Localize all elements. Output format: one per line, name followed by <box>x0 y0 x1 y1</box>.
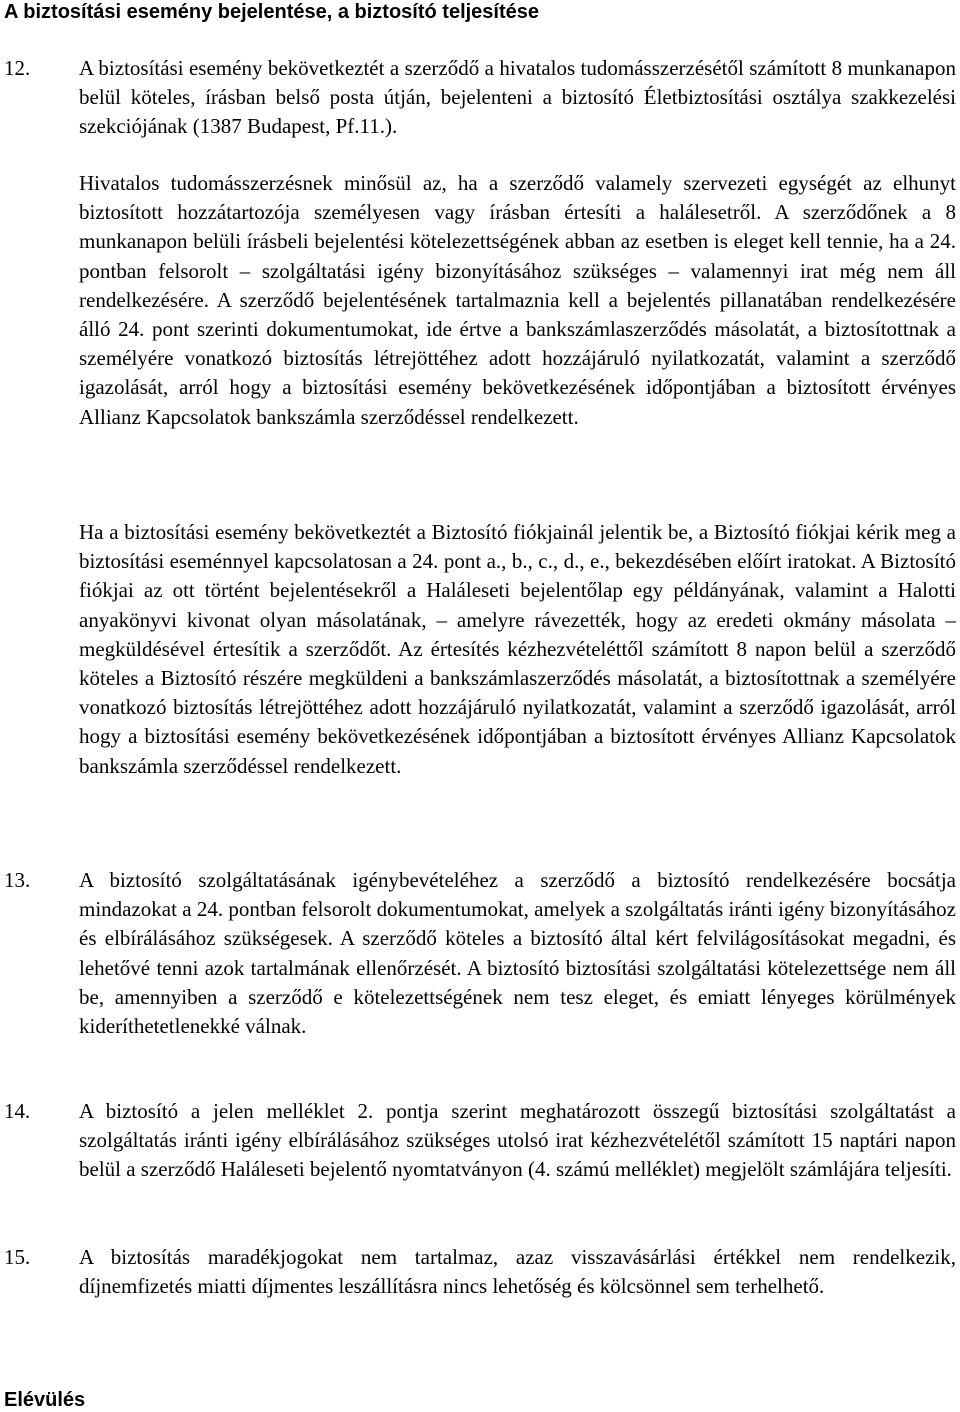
section-number: 14. <box>4 1099 31 1123</box>
paragraph: A biztosítás maradékjogokat nem tartalmaz, azaz visszavásárlási értékkel nem rendelkezik, díjnemfizetés miatti díjmentes leszállításra nincs lehetőség és kölcsönnel sem terhelhető. <box>79 1245 956 1299</box>
paragraph: A biztosítási esemény bekövetkeztét a szerződő a hivatalos tudomásszerzésétől számított 8 munkanapon belül köteles, írásban belső posta útján, bejelenteni a biztosító Életbiztosítási osztálya szakkezelési szekciójának (1387 Budapest, Pf.11.). <box>79 56 956 139</box>
paragraph: A biztosító szolgáltatásának igénybevételéhez a szerződő a biztosító rendelkezésére bocsátja mindazokat a 24. pontban felsorolt dokumentumokat, amelyek a szolgáltatás iránti igény bizonyításához és elbírálásához szükségesek. A szerződő köteles a biztosító által kért felvilágosításokat megadni, és lehetővé tenni azok tartalmának ellenőrzését. A biztosító biztosítási szolgáltatási kötelezettsége nem áll be, amennyiben a szerződő e kötelezettségének nem tesz eleget, és emiatt lényeges körülmények kideríthetetlenekké válnak. <box>79 868 956 1039</box>
page-title: A biztosítási esemény bejelentése, a biztosító teljesítése <box>4 1 540 23</box>
paragraph: A biztosító a jelen melléklet 2. pontja szerint meghatározott összegű biztosítási szolgáltatást a szolgáltatás iránti igény elbírálásához szükséges utolsó irat kézhezvételétől számított 15 naptári napon belül a szerződő Haláleseti bejelentő nyomtatványon (4. számú melléklet) megjelölt számlájára teljesíti. <box>79 1099 956 1182</box>
section-number: 12. <box>4 56 31 80</box>
section-heading-elevules: Elévülés <box>4 1389 86 1411</box>
section-number: 15. <box>4 1245 31 1269</box>
paragraph: Hivatalos tudomásszerzésnek minősül az, ha a szerződő valamely szervezeti egységét az elhunyt biztosított hozzátartozója személyesen vagy írásban értesíti a halálesetről. A szerződőnek a 8 munkanapon belüli írásbeli bejelentési kötelezettségének abban az esetben is eleget kell tennie, ha a 24. pontban felsorolt – szolgáltatási igény bizonyításához szükséges – valamennyi irat még nem áll rendelkezésére. A szerződő bejelentésének tartalmaznia kell a bejelentés pillanatában rendelkezésére álló 24. pont szerinti dokumentumokat, ide értve a bankszámlaszerződés másolatát, a biztosítottnak a személyére vonatkozó biztosítás létrejöttéhez adott hozzájáruló nyilatkozatát, valamint a szerződő igazolását, arról hogy a biztosítási esemény bekövetkezésének időpontjában a biztosított érvényes Allianz Kapcsolatok bankszámla szerződéssel rendelkezett. <box>79 171 956 429</box>
paragraph: Ha a biztosítási esemény bekövetkeztét a Biztosító fiókjainál jelentik be, a Biztosító fiókjai kérik meg a biztosítási eseménnyel kapcsolatosan a 24. pont a., b., c., d., e., bekezdésében előírt iratokat. A Biztosító fiókjai az ott történt bejelentésekről a Haláleseti bejelentőlap egy példányának, valamint a Halotti anyakönyvi kivonat olyan másolatának, – amelyre rávezették, hogy az eredeti okmány másolata – megküldésével értesítik a szerződőt. Az értesítés kézhezvételéttől számított 8 napon belül a szerződő köteles a Biztosító részére megküldeni a bankszámlaszerződés másolatát, a biztosítottnak a személyére vonatkozó biztosítás létrejöttéhez adott hozzájáruló nyilatkozatát, valamint a szerződő igazolását, arról hogy a biztosítási esemény bekövetkezésének időpontjában a biztosított érvényes Allianz Kapcsolatok bankszámla szerződéssel rendelkezett. <box>79 520 956 778</box>
section-number: 13. <box>4 868 31 892</box>
